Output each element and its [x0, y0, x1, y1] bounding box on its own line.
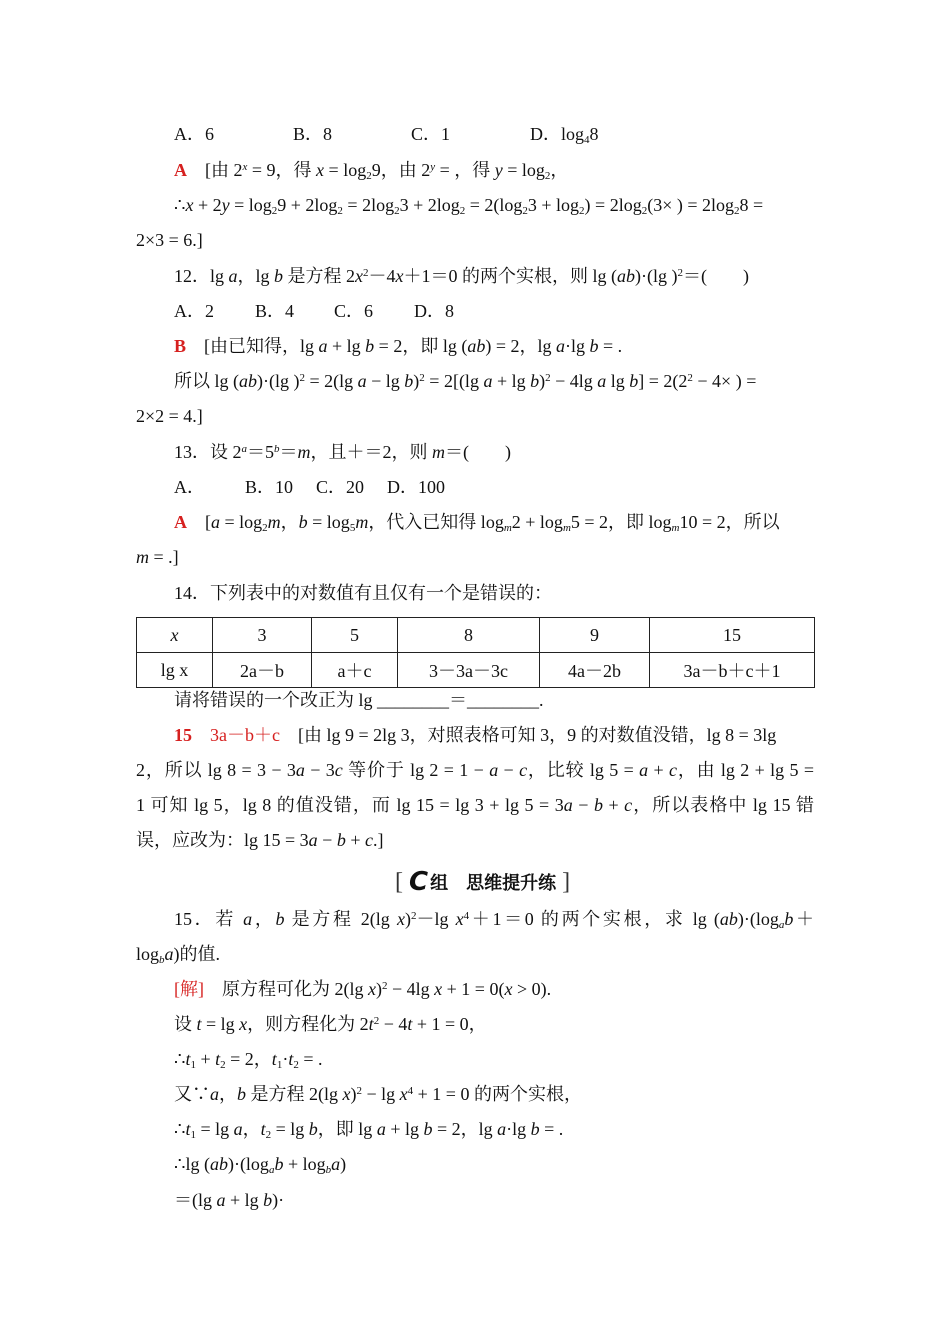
q11-option-c: C．1 [411, 124, 451, 144]
q14-answer-line-1: 15 3a－b＋c [由 lg 9 = 2lg 3，对照表格可知 3，9 的对数值没错，lg 8 = 3lg [174, 725, 777, 745]
q12-answer-line-3: 2×2 = 4.] [136, 406, 203, 426]
q12-option-d: D．8 [414, 301, 454, 321]
table-cell: 4a－2b [540, 653, 650, 688]
q13-answer-line-1: A [$a = \log_2m$，$b = \log_5m$，代入已知得 $\log_m2 + \log_m5 = 2$，即 $\log_m10 = 2$，所以 [174, 512, 780, 534]
q11-answer-letter: A [174, 160, 187, 180]
q12-answer-letter: B [174, 336, 187, 356]
q11-option-b: B．8 [293, 124, 333, 144]
q13-option-c: C．20 [316, 477, 365, 497]
table-cell: 3a－b＋c＋1 [650, 653, 815, 688]
q11-option-a: A．6 [174, 124, 214, 144]
table-row-lg [137, 653, 815, 688]
table-cell: a＋c [312, 653, 398, 688]
section-letter: C [409, 867, 429, 897]
q13-option-b: B．10 [245, 477, 294, 497]
section-header-c [395, 868, 570, 896]
q11-answer-line-1: A [由 $2^x = 9$，得 $x = \log_29$，由 $2^y$ = ，得 $y = \log_2$， [174, 160, 569, 182]
table-cell: 3－3a－3c [398, 653, 540, 688]
log-value-table [136, 617, 815, 688]
q12-answer-line-1: B [由已知得，lg a + lg b = 2，即 lg (ab) = 2，lg a·lg b = . [174, 336, 623, 356]
table-cell: 2a－b [213, 653, 312, 688]
q15-solution-line-3: $\therefore t_1 + t_2 = 2$，$t_1\cdot t_2$ = . [174, 1049, 323, 1071]
table-cell: 8 [398, 618, 540, 653]
q14-answer-expr: 3a－b＋c [210, 725, 280, 745]
q13-stem: 13．设 $2^a=5^b=m$，且＋＝2，则 m＝( ) [174, 442, 511, 462]
q12-option-b: B．4 [255, 301, 295, 321]
section-label: 组 思维提升练 [430, 873, 557, 894]
q14-answer-line-3: 1 可知 lg 5，lg 8 的值没错，而 lg 15 = lg 3 + lg 5 = 3a − b + c，所以表格中 lg 15 错 [136, 795, 814, 815]
q15-solution-tag: [解] [174, 979, 204, 999]
q13-answer-letter: A [174, 512, 187, 532]
q14-prompt: 请将错误的一个改正为 lg ________＝________. [174, 690, 544, 710]
q11-option-d: D．$\log_48$ [530, 124, 599, 146]
table-cell: 3 [213, 618, 312, 653]
q12-option-a: A．2 [174, 301, 214, 321]
table-cell: 5 [312, 618, 398, 653]
q14-answer-num: 15 [174, 725, 192, 745]
q13-option-a: A． [174, 477, 205, 497]
q13-answer-line-2: m = .] [136, 547, 179, 567]
q12-stem: 12．lg a，lg b 是方程 $2x^2-4x+1=0$ 的两个实根，则 lg (ab)·(lg )$^2$＝( ) [174, 266, 750, 286]
table-cell: 9 [540, 618, 650, 653]
q13-option-d: D．100 [387, 477, 445, 497]
q14-answer-line-4: 误，应改为：lg 15 = 3a − b + c.] [136, 830, 384, 850]
q14-answer-line-2: 2，所以 lg 8 = 3 − 3a − 3c 等价于 lg 2 = 1 − a − c，比较 lg 5 = a + c，由 lg 2 + lg 5 = [136, 760, 815, 780]
q15-solution-line-1: [解] 原方程可化为 2(lg x)$^2$ − 4lg x + 1 = 0(x > 0). [174, 979, 552, 999]
q15-solution-line-5: $\therefore t_1 = \lg a$，$t_2 = \lg b$，即 lg a + lg b = 2，lg a·lg b = . [174, 1119, 564, 1141]
table-header-lg: lg x [137, 653, 213, 688]
section-close-bracket: ] [562, 868, 571, 895]
table-row-x [137, 618, 815, 653]
q15-solution-line-2: 设 t = lg x，则方程化为 $2t^2 - 4t + 1 = 0$， [174, 1014, 487, 1034]
q11-answer-line-3: 2×3 = 6.] [136, 230, 203, 250]
q15-solution-line-6: ∴lg $(ab)\cdot(\log_ab + \log_ba)$ [174, 1154, 347, 1176]
q14-stem: 14．下列表中的对数值有且仅有一个是错误的： [174, 583, 552, 603]
q12-option-c: C．6 [334, 301, 374, 321]
q15-stem-line-2: $\log_ba$)的值. [136, 944, 221, 966]
q15-stem-line-1: 15．若 a，b 是方程 2(lg x)$^2$－lg $x^4+1=0$ 的两个实根，求 $\lg (ab)\cdot(\log_ab+$ [174, 909, 815, 931]
q15-solution-line-7: ＝(lg a + lg b)· [174, 1190, 285, 1210]
q15-solution-line-4: 又∵a，b 是方程 2(lg $x)^2 - \lg x^4 + 1 = 0$ 的两个实根， [174, 1084, 582, 1104]
q12-answer-line-2: 所以 lg (ab)·(lg )$^2$ = 2(lg a − lg b)$^2$ = 2[(lg a + lg b)$^2$ − 4lg a $\lg b] = 2(2^2 - 4\times$ ) = [174, 371, 757, 391]
section-open-bracket: [ [395, 868, 403, 895]
table-header-x: x [137, 618, 213, 653]
q11-answer-line-2: ∴x + $2y = \log_29 + 2\log_2 = 2\log_23 + 2\log_2 = 2(\log_23 + \log_2) = 2\log_2(3\times$ ) = $2\log_28$ = [174, 195, 764, 217]
table-cell: 15 [650, 618, 815, 653]
